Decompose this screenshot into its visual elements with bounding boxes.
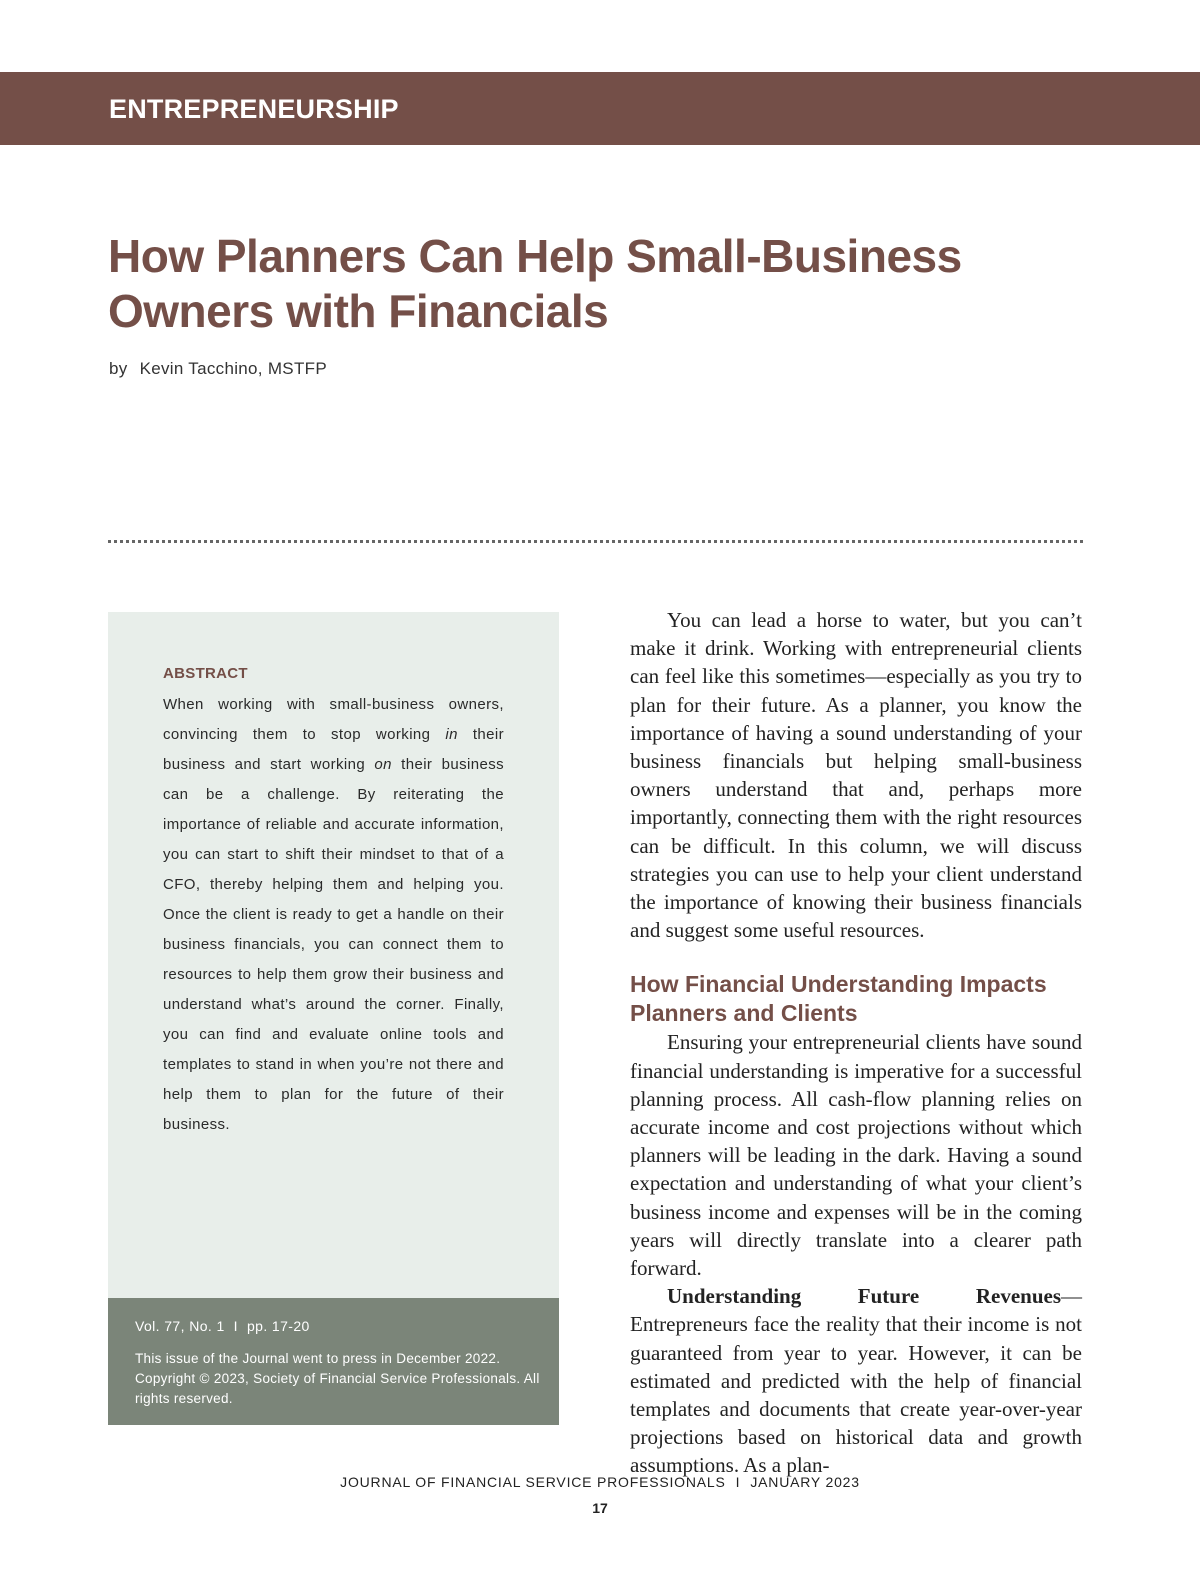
abstract-text-part: their business can be a challenge. By reiterating the importance of reliable and accurate information, you can start to shift their mindset to that of a CFO, thereby helping them and helping you. Once the client is ready to get a handle on their business financials, you can connect them to resources to help them grow their business and understand what’s around the corner. Finally, you can find and evaluate online tools and templates to stand in when you’re not there and help them to plan for the future of their business. [163,756,504,1133]
copyright-note: This issue of the Journal went to press in December 2022. Copyright © 2023, Society of Financial Service Professionals. All rights reserved. [135,1351,540,1406]
abstract-emphasis: in [445,726,458,743]
section-label: ENTREPRENEURSHIP [109,94,399,124]
issue-pages: pp. 17-20 [246,1318,310,1334]
abstract-emphasis: on [374,756,392,773]
issue-separator: I [233,1318,238,1334]
abstract-text-part: When working with small-business owners, convincing them to stop working [163,696,504,743]
page-footer [0,1474,1200,1490]
issue-volume: Vol. 77, No. 1 [135,1318,225,1334]
article-title: How Planners Can Help Small-Business Owners with Financials [108,230,962,337]
article-body [630,606,1082,1480]
byline-prefix: by [109,359,128,378]
issue-info-box [108,1298,559,1425]
abstract-heading: ABSTRACT [163,665,248,682]
section-banner [0,72,1200,145]
footer-separator: I [735,1474,741,1490]
byline [109,359,327,379]
body-paragraph [630,1282,1082,1479]
issue-volume-line [135,1318,310,1334]
journal-name: JOURNAL OF FINANCIAL SERVICE PROFESSIONALS [340,1474,726,1490]
page-number: 17 [592,1500,608,1516]
section-heading: How Financial Understanding Impacts Planners and Clients [630,971,1047,1027]
abstract-text [163,690,504,1140]
intro-paragraph: You can lead a horse to water, but you can’t make it drink. Working with entrepreneurial clients can feel like this sometimes—especially as you try to plan for their future. As a planner, you know the importance of having a sound understanding of your business financials but helping small-business owners understand that and, perhaps more importantly, connecting them with the right resources can be difficult. In this column, we will discuss strategies you can use to help your client understand the importance of knowing their business financials and suggest some useful resources. [630,608,1082,943]
author-name: Kevin Tacchino, MSTFP [139,359,327,378]
issue-date: JANUARY 2023 [750,1474,860,1490]
paragraph-lead: Understanding Future Revenues [667,1284,1061,1309]
abstract-text-part: their business and start working [163,726,504,773]
abstract-box [108,612,559,1298]
paragraph-text: —Entrepreneurs face the reality that their income is not guaranteed from year to year. However, it can be estimated and predicted with the help of financial templates and documents that create year-over-year projections based on historical data and growth assumptions. As a plan- [630,1284,1082,1478]
body-paragraph: Ensuring your entrepreneurial clients have sound financial understanding is imperative for a successful planning process. All cash-flow planning relies on accurate income and cost projections without which planners will be leading in the dark. Having a sound expectation and understanding of what your client’s business income and expenses will be in the coming years will directly translate into a clearer path forward. [630,1030,1082,1281]
dotted-divider [108,540,1083,543]
